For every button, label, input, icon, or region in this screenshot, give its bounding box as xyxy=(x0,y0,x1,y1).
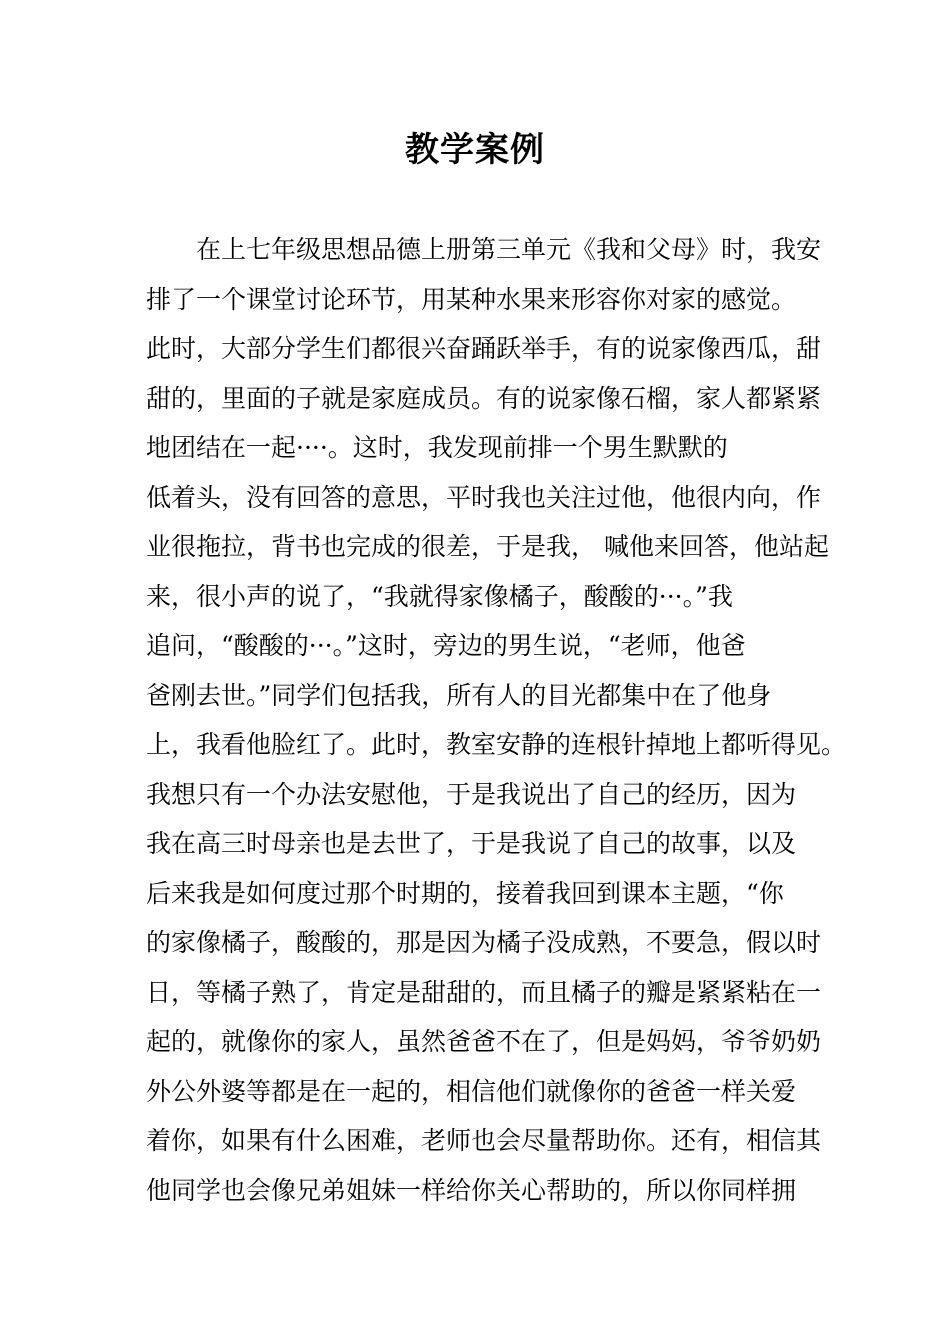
paragraph-line: 排了一个课堂讨论环节，用某种水果来形容你对家的感觉。 xyxy=(146,284,797,314)
paragraph-line: 他同学也会像兄弟姐妹一样给你关心帮助的，所以你同样拥 xyxy=(146,1175,797,1205)
paragraph-line: 日，等橘子熟了，肯定是甜甜的，而且橘子的瓣是紧紧粘在一 xyxy=(146,977,822,1007)
paragraph-line: 来，很小声的说了，“我就得家像橘子，酸酸的···。”我 xyxy=(146,581,733,611)
paragraph-line: 在上七年级思想品德上册第三单元《我和父母》时，我安 xyxy=(196,235,822,264)
paragraph-line: 的家像橘子，酸酸的，那是因为橘子没成熟，不要急，假以时 xyxy=(146,928,822,957)
paragraph-line: 着你，如果有什么困难，老师也会尽量帮助你。还有，相信其 xyxy=(146,1126,822,1155)
paragraph-line: 甜的，里面的子就是家庭成员。有的说家像石榴，家人都紧紧 xyxy=(146,383,822,413)
paragraph-line: 追问，“酸酸的···。”这时，旁边的男生说，“老师，他爸 xyxy=(146,631,746,660)
paragraph-line: 起的，就像你的家人，虽然爸爸不在了，但是妈妈，爷爷奶奶 xyxy=(146,1027,822,1056)
document-body xyxy=(146,225,847,1215)
paragraph-line: 此时，大部分学生们都很兴奋踊跃举手，有的说家像西瓜，甜 xyxy=(146,334,822,363)
paragraph-line: 业很拖拉，背书也完成的很差，于是我， 喊他来回答，他站起 xyxy=(146,532,829,561)
paragraph-line: 外公外婆等都是在一起的，相信他们就像你的爸爸一样关爱 xyxy=(146,1076,797,1106)
paragraph-line: 上，我看他脸红了。此时，教室安静的连根针掉地上都听得见。 xyxy=(146,730,847,759)
document-title: 教学案例 xyxy=(405,130,545,170)
paragraph-line: 我想只有一个办法安慰他，于是我说出了自己的经历，因为 xyxy=(146,779,797,809)
paragraph-line: 后来我是如何度过那个时期的，接着我回到课本主题，“你 xyxy=(146,878,784,908)
paragraph-line: 低着头，没有回答的意思，平时我也关注过他，他很内向，作 xyxy=(146,482,822,512)
paragraph-line: 地团结在一起····。这时，我发现前排一个男生默默的 xyxy=(146,433,728,462)
paragraph-line: 爸刚去世。”同学们包括我，所有人的目光都集中在了他身 xyxy=(146,680,772,710)
paragraph-line: 我在高三时母亲也是去世了，于是我说了自己的故事，以及 xyxy=(146,829,797,858)
